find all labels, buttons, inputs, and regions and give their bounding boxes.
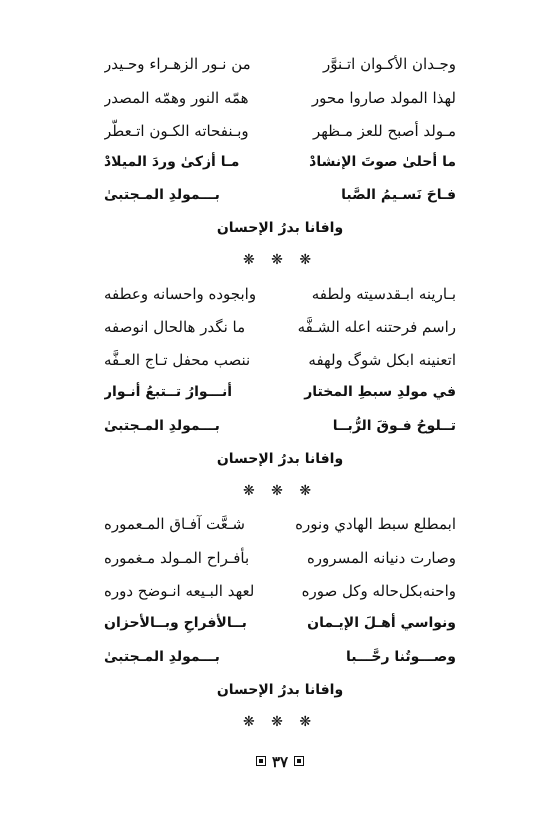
verse-right-hemistich: وصـــوتُنا رحَّـــبا: [346, 649, 456, 665]
verse-right-hemistich: فـاحَ نَسـيمُ الصَّبا: [341, 187, 456, 203]
verse-line-bold: [104, 183, 456, 207]
verse-left-hemistich: بـــمولدِ المـجتبىٰ: [104, 418, 220, 434]
verse-line: [104, 119, 456, 143]
verse-right-hemistich: مـولد أصبح للعز مـظهر: [312, 122, 456, 140]
verse-left-hemistich: أنـــوارُ تــتبعُ أنـوار: [104, 384, 233, 400]
verse-left-hemistich: بـــمولدِ المـجتبىٰ: [104, 649, 220, 665]
verse-left-hemistich: مـا أزكىٰ وردَ الميلادْ: [104, 154, 240, 170]
verse-right-hemistich: وصارت دنيانه المسروره: [306, 549, 456, 567]
verse-right-hemistich: لهذا المولد صاروا محور: [311, 89, 456, 107]
page-number: ٣٧: [271, 753, 289, 771]
page-footer: [0, 750, 560, 774]
refrain-line: وافانا بدرُ الإحسان: [216, 451, 344, 467]
verse-line: [104, 315, 456, 339]
verse-line: [104, 348, 456, 372]
stanza-separator: ❋ ❋ ❋: [242, 714, 318, 730]
verse-left-hemistich: شـعَّت آفـاق المـعموره: [104, 515, 245, 533]
verse-right-hemistich: ما أحلىٰ صوتَ الإنشادْ: [309, 154, 456, 170]
verse-right-hemistich: اتعنينه ابكل شوگ ولهفه: [308, 351, 456, 369]
verse-left-hemistich: بــالأفراحِ وبــالأحزان: [104, 615, 247, 631]
verse-line: [104, 546, 456, 570]
verse-line-bold: [104, 414, 456, 438]
stanza-separator: ❋ ❋ ❋: [242, 483, 318, 499]
verse-right-hemistich: ونواسي أهـلَ الإيـمان: [307, 615, 456, 631]
verse-right-hemistich: بـارينه ابـقدسيته ولطفه: [311, 285, 456, 303]
verse-left-hemistich: وبـنفحاته الكـون اتـعطَّر: [104, 122, 249, 140]
verse-right-hemistich: تــلوحُ فـوقَ الرُّبــا: [332, 418, 456, 434]
verse-line-bold: [104, 150, 456, 174]
verse-left-hemistich: همّه النور وهمّه المصدر: [104, 89, 249, 107]
verse-right-hemistich: واحنه‌بكل‌حاله وكل صوره: [301, 582, 456, 600]
verse-left-hemistich: لعهد البـيعه انـوضح دوره: [104, 582, 255, 600]
verse-right-hemistich: ابمطلع سبط الهادي ونوره: [295, 515, 456, 533]
ornament-square-icon: [256, 756, 266, 766]
ornament-square-icon: [294, 756, 304, 766]
verse-left-hemistich: بأفـراح المـولد مـغموره: [104, 549, 250, 567]
verse-right-hemistich: راسم فرحتنه اعله الشـفَّه: [297, 318, 456, 336]
verse-line: [104, 52, 456, 76]
verse-left-hemistich: بـــمولدِ المـجتبىٰ: [104, 187, 220, 203]
verse-left-hemistich: ما نگدر هالحال انوصفه: [104, 318, 246, 336]
stanza-separator: ❋ ❋ ❋: [242, 252, 318, 268]
verse-line: [104, 512, 456, 536]
verse-left-hemistich: ننصب محفل تـاج العـفَّه: [104, 351, 251, 369]
verse-right-hemistich: وجـدان الأكـوان اتـنوَّر: [323, 55, 456, 73]
verse-line: [104, 86, 456, 110]
verse-line-bold: [104, 611, 456, 635]
verse-left-hemistich: وابجوده واحسانه وعطفه: [104, 285, 257, 303]
verse-line-bold: [104, 380, 456, 404]
verse-line: [104, 579, 456, 603]
verse-left-hemistich: من نـور الزهـراء وحـيدر: [104, 55, 251, 73]
refrain-line: وافانا بدرُ الإحسان: [216, 682, 344, 698]
verse-line: [104, 282, 456, 306]
refrain-line: وافانا بدرُ الإحسان: [216, 220, 344, 236]
verse-right-hemistich: في مولدِ سبطِ المختار: [304, 384, 456, 400]
verse-line-bold: [104, 645, 456, 669]
